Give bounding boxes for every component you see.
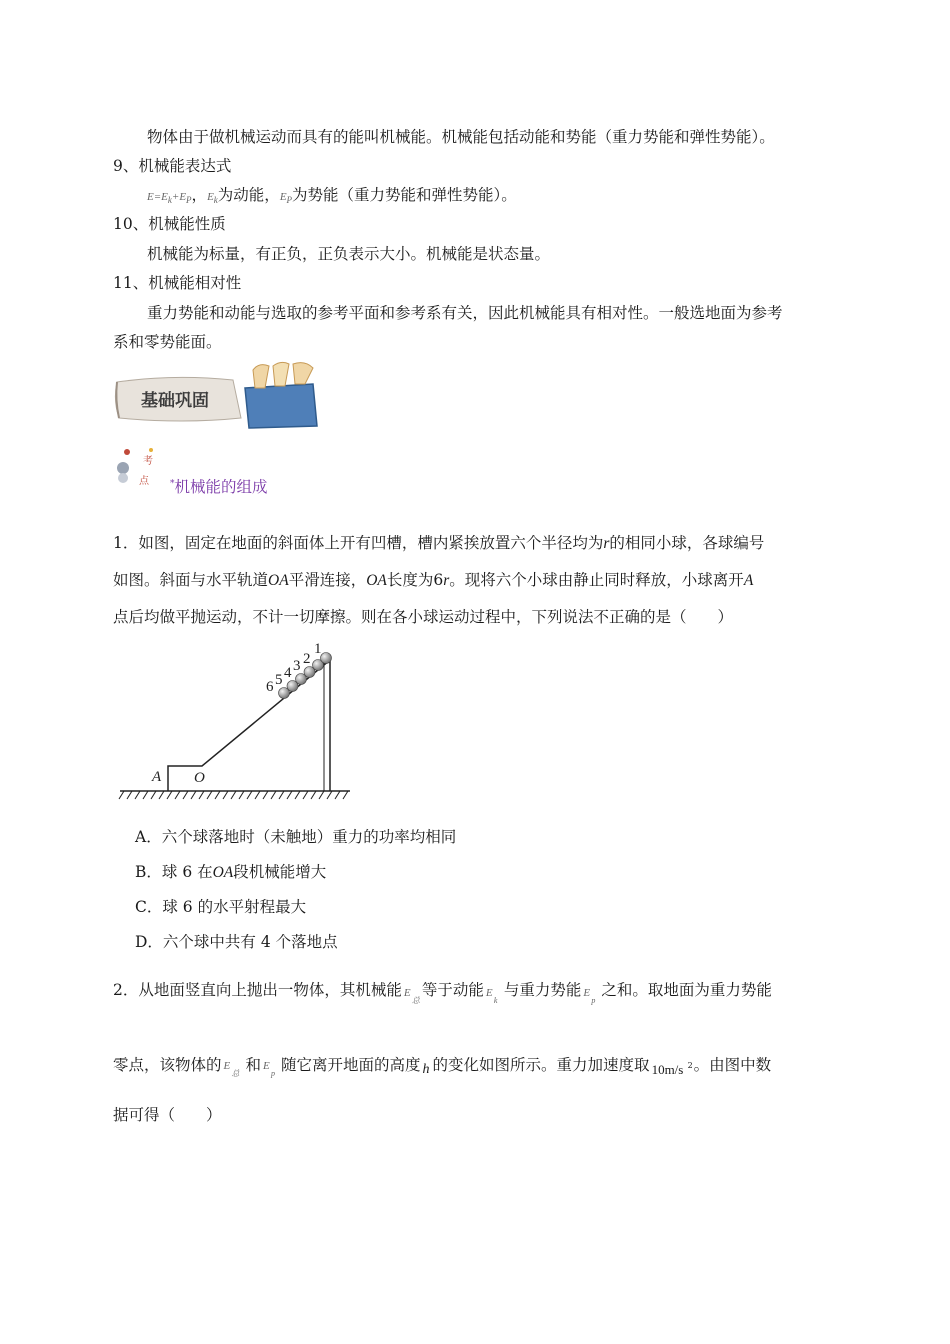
q2-text-b: 等于动能: [421, 981, 484, 999]
q2-h: h: [422, 1062, 430, 1077]
option-B-text-a: B．球 6 在: [135, 863, 213, 881]
kaodian-label-top: 考: [143, 456, 153, 467]
formula-sep: ，: [191, 186, 208, 204]
q2-p-sub-2: p: [271, 1069, 276, 1078]
formula-p: P: [186, 195, 192, 205]
q2-p-sub: p: [591, 996, 596, 1005]
q2-zong-sub: 总: [411, 996, 420, 1005]
heading-9: 9、机械能表达式: [113, 157, 232, 175]
option-C[interactable]: C．球 6 的水平射程最大: [135, 898, 307, 916]
option-B[interactable]: [135, 862, 326, 883]
q2-line-1: [113, 980, 772, 1005]
label-A: A: [152, 769, 162, 785]
q1-line-3: 点后均做平抛运动，不计一切摩擦。则在各小球运动过程中，下列说法不正确的是（ ）: [113, 608, 734, 626]
q1-text-f: 。现将六个小球由静止同时释放，小球离开: [449, 571, 744, 589]
formula-ek-text: 为动能，: [217, 186, 280, 204]
paragraph-11a: 重力势能和动能与选取的参考平面和参考系有关，因此机械能具有相对性。一般选地面为参考: [147, 304, 783, 322]
ball-1: [321, 653, 332, 664]
q2-text-d: 之和。取地面为重力势能: [601, 981, 772, 999]
formula-k: k: [167, 195, 172, 205]
ball-label-4: 4: [284, 665, 292, 681]
formula-plus: +E: [171, 191, 187, 203]
q2-line-2: [113, 1055, 772, 1078]
q1-var-OA-2: OA: [366, 572, 387, 589]
formula-line: [147, 185, 517, 210]
banner-text: 基础巩固: [141, 391, 209, 411]
paragraph-10: 机械能为标量，有正负，正负表示大小。机械能是状态量。: [147, 245, 551, 263]
topic-label: *机械能的组成: [170, 478, 268, 496]
kaodian-icon: [113, 444, 157, 492]
q2-g: 10m/s: [651, 1062, 684, 1077]
ground-hatch: [119, 791, 348, 799]
kaodian-label-bottom: 点: [139, 476, 149, 487]
heading-10: 10、机械能性质: [113, 215, 226, 233]
heading-11: 11、机械能相对性: [113, 274, 242, 292]
incline-figure: [118, 636, 354, 804]
formula-E: E: [147, 191, 154, 203]
q2-k-sub: k: [493, 996, 498, 1005]
q1-text-c: 如图。斜面与水平轨道: [113, 571, 269, 589]
q2-E-total: E: [403, 987, 411, 999]
q2-zong-sub-2: 总: [231, 1069, 240, 1078]
q1-text-e: 长度为6: [386, 571, 444, 589]
option-D[interactable]: D．六个球中共有 4 个落地点: [135, 933, 338, 951]
q2-text-a: 2．从地面竖直向上抛出一物体，其机械能: [113, 981, 402, 999]
formula-Ek-sub: k: [213, 195, 218, 205]
option-B-var-OA: OA: [212, 864, 234, 881]
q1-text-d: 平滑连接，: [288, 571, 367, 589]
formula-ep-text: 为势能（重力势能和弹性势能）。: [292, 186, 517, 204]
formula-Ep-sub: P: [286, 195, 293, 205]
q2-Ek: E: [485, 987, 493, 999]
q2-text-f: 随它离开地面的高度: [281, 1056, 421, 1074]
paragraph-11b: 系和零势能面。: [113, 333, 222, 351]
ball-label-5: 5: [275, 672, 283, 688]
q1-text-a: 1．如图，固定在地面的斜面体上开有凹槽，槽内紧挨放置六个半径均为: [113, 534, 604, 552]
label-O: O: [194, 770, 205, 786]
q2-text-c: 与重力势能: [503, 981, 582, 999]
ball-label-1: 1: [314, 641, 322, 657]
q2-text-e: 零点，该物体的: [113, 1056, 222, 1074]
option-A[interactable]: A．六个球落地时（未触地）重力的功率均相同: [135, 828, 457, 846]
intro-paragraph: 物体由于做机械运动而具有的能叫机械能。机械能包括动能和势能（重力势能和弹性势能）。: [147, 128, 775, 146]
ball-label-3: 3: [293, 658, 301, 674]
q2-Ep-2: E: [263, 1060, 270, 1072]
q2-Ep: E: [583, 987, 591, 999]
q2-g-exp: 2: [687, 1061, 693, 1070]
formula-Ep: E: [279, 191, 287, 203]
q1-text-b: 的相同小球，各球编号: [609, 534, 765, 552]
formula-eq: =E: [153, 191, 168, 203]
option-B-text-b: 段机械能增大: [233, 863, 327, 881]
q1-var-r-2: r: [443, 572, 450, 589]
ball-label-2: 2: [303, 651, 311, 667]
q2-line-3: 据可得（ ）: [113, 1106, 222, 1124]
q1-line-1: [113, 533, 764, 554]
q2-he: 和: [245, 1056, 262, 1074]
formula-Ek: E: [207, 191, 214, 203]
ball-label-6: 6: [266, 679, 274, 695]
q1-line-2: [113, 570, 753, 591]
q2-text-h: 。由图中数: [693, 1056, 772, 1074]
q2-text-g: 的变化如图所示。重力加速度取: [432, 1056, 650, 1074]
q2-E-total-2: E: [223, 1060, 231, 1072]
section-banner: [113, 360, 323, 432]
q1-var-OA: OA: [268, 572, 289, 589]
q1-var-r: r: [603, 535, 610, 552]
topic-text: 机械能的组成: [174, 478, 268, 496]
q1-var-A: A: [743, 572, 754, 589]
